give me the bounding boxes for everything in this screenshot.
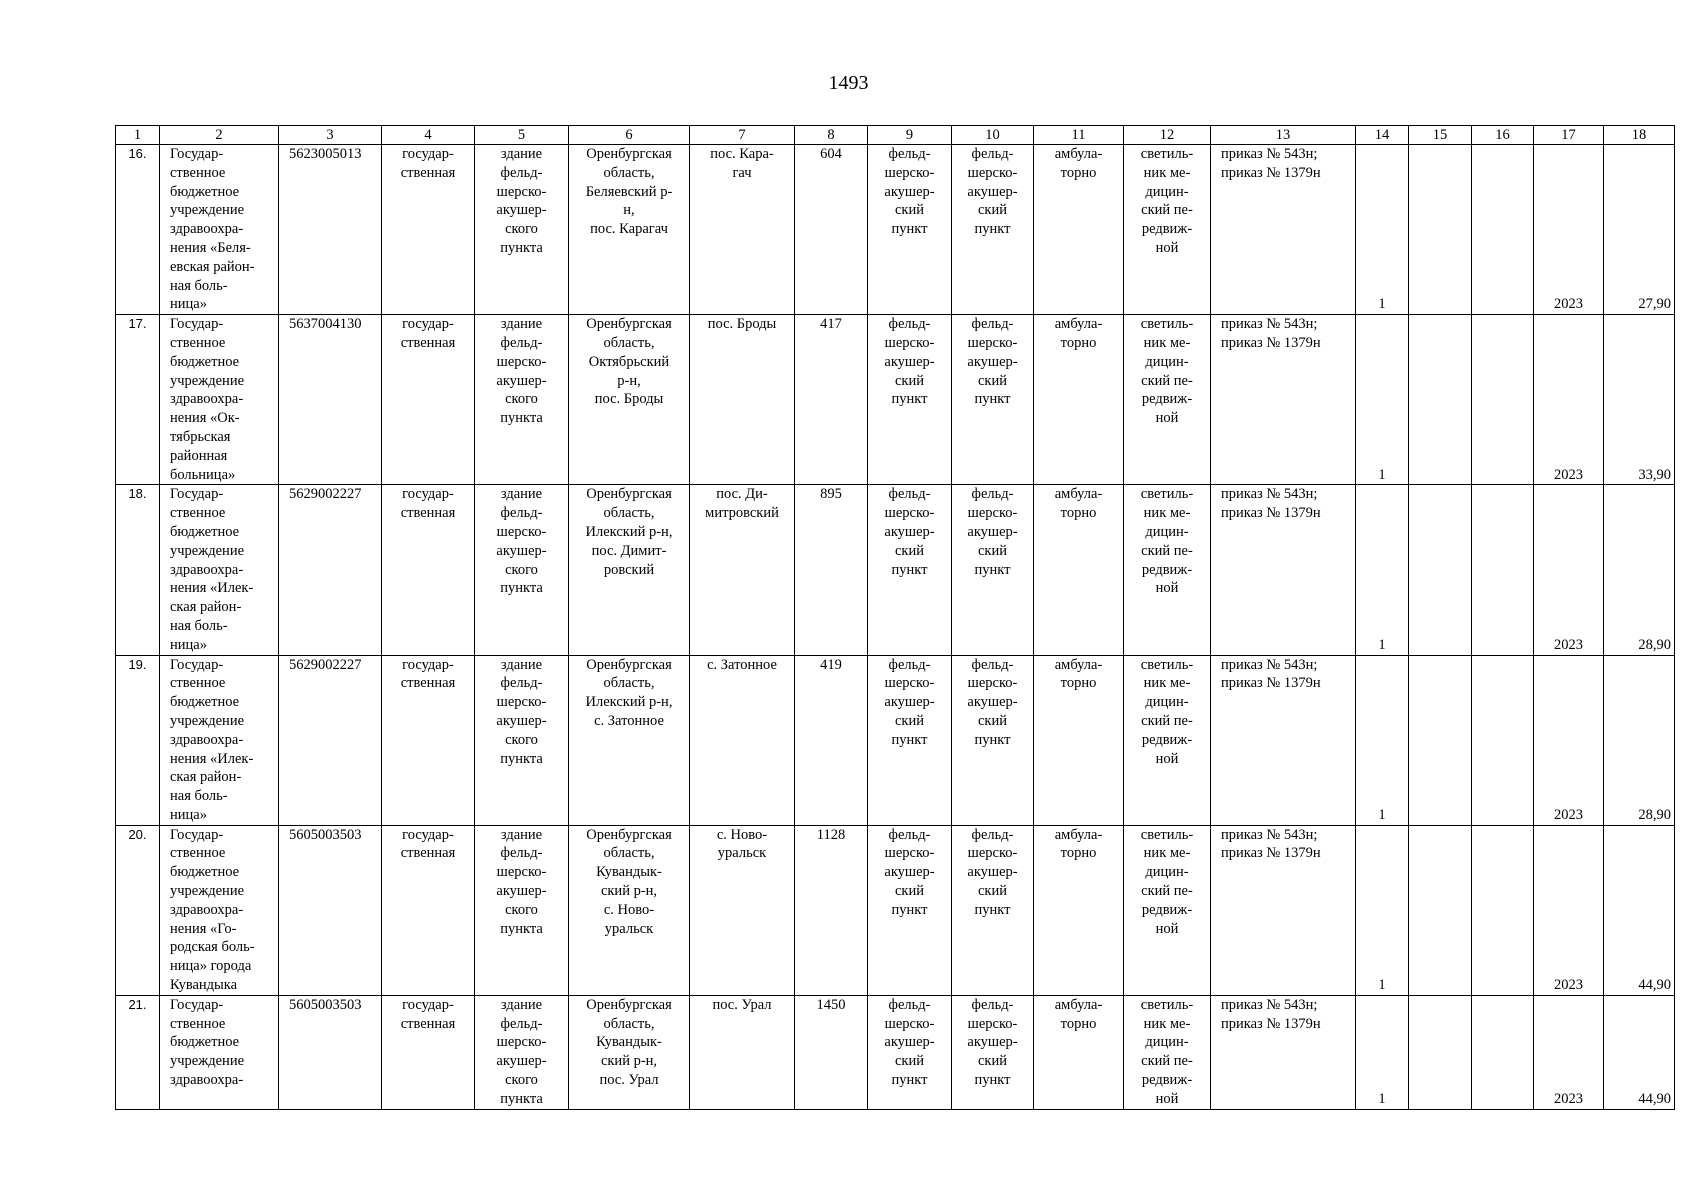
row-number: 19. <box>116 655 160 825</box>
regulatory-orders: приказ № 543н; приказ № 1379н <box>1211 995 1356 1109</box>
column-header: 11 <box>1034 126 1124 145</box>
organization-name: Государ- ственное бюджетное учреждение здравоохра- нения «Го- родская боль- ница» города Кувандыка <box>160 825 279 995</box>
ownership-form: государ- ственная <box>382 655 475 825</box>
settlement: пос. Кара- гач <box>690 145 795 315</box>
year: 2023 <box>1534 995 1604 1109</box>
column-16-value <box>1472 655 1534 825</box>
ownership-form: государ- ственная <box>382 825 475 995</box>
year: 2023 <box>1534 485 1604 655</box>
table-body <box>116 145 1675 1110</box>
building-type: здание фельд- шерско- акушер- ского пункта <box>475 655 569 825</box>
facility-type: фельд- шерско- акушер- ский пункт <box>868 995 952 1109</box>
cost: 44,90 <box>1604 825 1675 995</box>
column-15-value <box>1409 825 1472 995</box>
care-conditions: амбула- торно <box>1034 145 1124 315</box>
equipment-name: светиль- ник ме- дицин- ский пе- редвиж- ной <box>1124 315 1211 485</box>
equipment-name: светиль- ник ме- дицин- ский пе- редвиж- ной <box>1124 995 1211 1109</box>
column-header: 13 <box>1211 126 1356 145</box>
column-15-value <box>1409 145 1472 315</box>
inn-code: 5605003503 <box>279 995 382 1109</box>
equipment-name: светиль- ник ме- дицин- ский пе- редвиж- ной <box>1124 485 1211 655</box>
cost: 28,90 <box>1604 485 1675 655</box>
facility-subtype: фельд- шерско- акушер- ский пункт <box>952 145 1034 315</box>
quantity: 1 <box>1356 995 1409 1109</box>
column-15-value <box>1409 655 1472 825</box>
settlement: с. Ново- уральск <box>690 825 795 995</box>
year: 2023 <box>1534 655 1604 825</box>
cost: 33,90 <box>1604 315 1675 485</box>
building-type: здание фельд- шерско- акушер- ского пункта <box>475 145 569 315</box>
address: Оренбургская область, Кувандык- ский р-н, пос. Урал <box>569 995 690 1109</box>
regulatory-orders: приказ № 543н; приказ № 1379н <box>1211 145 1356 315</box>
table-row <box>116 315 1675 485</box>
column-header: 6 <box>569 126 690 145</box>
ownership-form: государ- ственная <box>382 315 475 485</box>
address: Оренбургская область, Октябрьский р-н, пос. Броды <box>569 315 690 485</box>
equipment-name: светиль- ник ме- дицин- ский пе- редвиж- ной <box>1124 825 1211 995</box>
settlement: с. Затонное <box>690 655 795 825</box>
column-header: 10 <box>952 126 1034 145</box>
column-header: 1 <box>116 126 160 145</box>
column-header: 3 <box>279 126 382 145</box>
column-header: 7 <box>690 126 795 145</box>
cost: 44,90 <box>1604 995 1675 1109</box>
population: 1128 <box>795 825 868 995</box>
column-16-value <box>1472 145 1534 315</box>
inn-code: 5605003503 <box>279 825 382 995</box>
quantity: 1 <box>1356 825 1409 995</box>
regulatory-orders: приказ № 543н; приказ № 1379н <box>1211 655 1356 825</box>
organization-name: Государ- ственное бюджетное учреждение здравоохра- нения «Илек- ская район- ная боль- ница» <box>160 485 279 655</box>
column-header: 16 <box>1472 126 1534 145</box>
population: 417 <box>795 315 868 485</box>
organization-name: Государ- ственное бюджетное учреждение здравоохра- нения «Илек- ская район- ная боль- ница» <box>160 655 279 825</box>
settlement: пос. Урал <box>690 995 795 1109</box>
column-16-value <box>1472 485 1534 655</box>
facility-subtype: фельд- шерско- акушер- ский пункт <box>952 315 1034 485</box>
column-header: 18 <box>1604 126 1675 145</box>
building-type: здание фельд- шерско- акушер- ского пункта <box>475 485 569 655</box>
population: 1450 <box>795 995 868 1109</box>
address: Оренбургская область, Илекский р-н, с. Затонное <box>569 655 690 825</box>
facility-subtype: фельд- шерско- акушер- ский пункт <box>952 485 1034 655</box>
row-number: 16. <box>116 145 160 315</box>
facilities-table <box>115 125 1675 1110</box>
column-15-value <box>1409 485 1472 655</box>
inn-code: 5623005013 <box>279 145 382 315</box>
equipment-name: светиль- ник ме- дицин- ский пе- редвиж- ной <box>1124 145 1211 315</box>
regulatory-orders: приказ № 543н; приказ № 1379н <box>1211 485 1356 655</box>
column-header: 9 <box>868 126 952 145</box>
page-number: 1493 <box>828 72 869 94</box>
organization-name: Государ- ственное бюджетное учреждение здравоохра- <box>160 995 279 1109</box>
care-conditions: амбула- торно <box>1034 995 1124 1109</box>
table-row <box>116 485 1675 655</box>
ownership-form: государ- ственная <box>382 995 475 1109</box>
address: Оренбургская область, Беляевский р- н, пос. Карагач <box>569 145 690 315</box>
table-row <box>116 145 1675 315</box>
quantity: 1 <box>1356 655 1409 825</box>
cost: 28,90 <box>1604 655 1675 825</box>
care-conditions: амбула- торно <box>1034 825 1124 995</box>
inn-code: 5629002227 <box>279 655 382 825</box>
inn-code: 5637004130 <box>279 315 382 485</box>
row-number: 17. <box>116 315 160 485</box>
regulatory-orders: приказ № 543н; приказ № 1379н <box>1211 825 1356 995</box>
care-conditions: амбула- торно <box>1034 485 1124 655</box>
population: 604 <box>795 145 868 315</box>
year: 2023 <box>1534 145 1604 315</box>
address: Оренбургская область, Кувандык- ский р-н, с. Ново- уральск <box>569 825 690 995</box>
column-header: 14 <box>1356 126 1409 145</box>
year: 2023 <box>1534 315 1604 485</box>
settlement: пос. Броды <box>690 315 795 485</box>
cost: 27,90 <box>1604 145 1675 315</box>
column-header: 4 <box>382 126 475 145</box>
address: Оренбургская область, Илекский р-н, пос. Димит- ровский <box>569 485 690 655</box>
facility-type: фельд- шерско- акушер- ский пункт <box>868 145 952 315</box>
column-header: 15 <box>1409 126 1472 145</box>
building-type: здание фельд- шерско- акушер- ского пункта <box>475 995 569 1109</box>
header-row <box>116 126 1675 145</box>
column-header: 17 <box>1534 126 1604 145</box>
facility-type: фельд- шерско- акушер- ский пункт <box>868 485 952 655</box>
table-row <box>116 825 1675 995</box>
facility-subtype: фельд- шерско- акушер- ский пункт <box>952 655 1034 825</box>
population: 895 <box>795 485 868 655</box>
facility-type: фельд- шерско- акушер- ский пункт <box>868 825 952 995</box>
column-header: 12 <box>1124 126 1211 145</box>
row-number: 18. <box>116 485 160 655</box>
ownership-form: государ- ственная <box>382 485 475 655</box>
year: 2023 <box>1534 825 1604 995</box>
organization-name: Государ- ственное бюджетное учреждение здравоохра- нения «Беля- евская район- ная боль- ница» <box>160 145 279 315</box>
table-row <box>116 995 1675 1109</box>
population: 419 <box>795 655 868 825</box>
table-row <box>116 655 1675 825</box>
facility-type: фельд- шерско- акушер- ский пункт <box>868 655 952 825</box>
building-type: здание фельд- шерско- акушер- ского пункта <box>475 825 569 995</box>
care-conditions: амбула- торно <box>1034 315 1124 485</box>
quantity: 1 <box>1356 145 1409 315</box>
facility-subtype: фельд- шерско- акушер- ский пункт <box>952 825 1034 995</box>
ownership-form: государ- ственная <box>382 145 475 315</box>
regulatory-orders: приказ № 543н; приказ № 1379н <box>1211 315 1356 485</box>
inn-code: 5629002227 <box>279 485 382 655</box>
quantity: 1 <box>1356 315 1409 485</box>
organization-name: Государ- ственное бюджетное учреждение здравоохра- нения «Ок- тябрьская районная больница» <box>160 315 279 485</box>
column-header: 8 <box>795 126 868 145</box>
column-16-value <box>1472 995 1534 1109</box>
facility-subtype: фельд- шерско- акушер- ский пункт <box>952 995 1034 1109</box>
column-header: 2 <box>160 126 279 145</box>
column-header: 5 <box>475 126 569 145</box>
column-16-value <box>1472 315 1534 485</box>
equipment-name: светиль- ник ме- дицин- ский пе- редвиж- ной <box>1124 655 1211 825</box>
row-number: 20. <box>116 825 160 995</box>
column-15-value <box>1409 995 1472 1109</box>
building-type: здание фельд- шерско- акушер- ского пункта <box>475 315 569 485</box>
column-15-value <box>1409 315 1472 485</box>
quantity: 1 <box>1356 485 1409 655</box>
row-number: 21. <box>116 995 160 1109</box>
facility-type: фельд- шерско- акушер- ский пункт <box>868 315 952 485</box>
settlement: пос. Ди- митровский <box>690 485 795 655</box>
care-conditions: амбула- торно <box>1034 655 1124 825</box>
column-16-value <box>1472 825 1534 995</box>
